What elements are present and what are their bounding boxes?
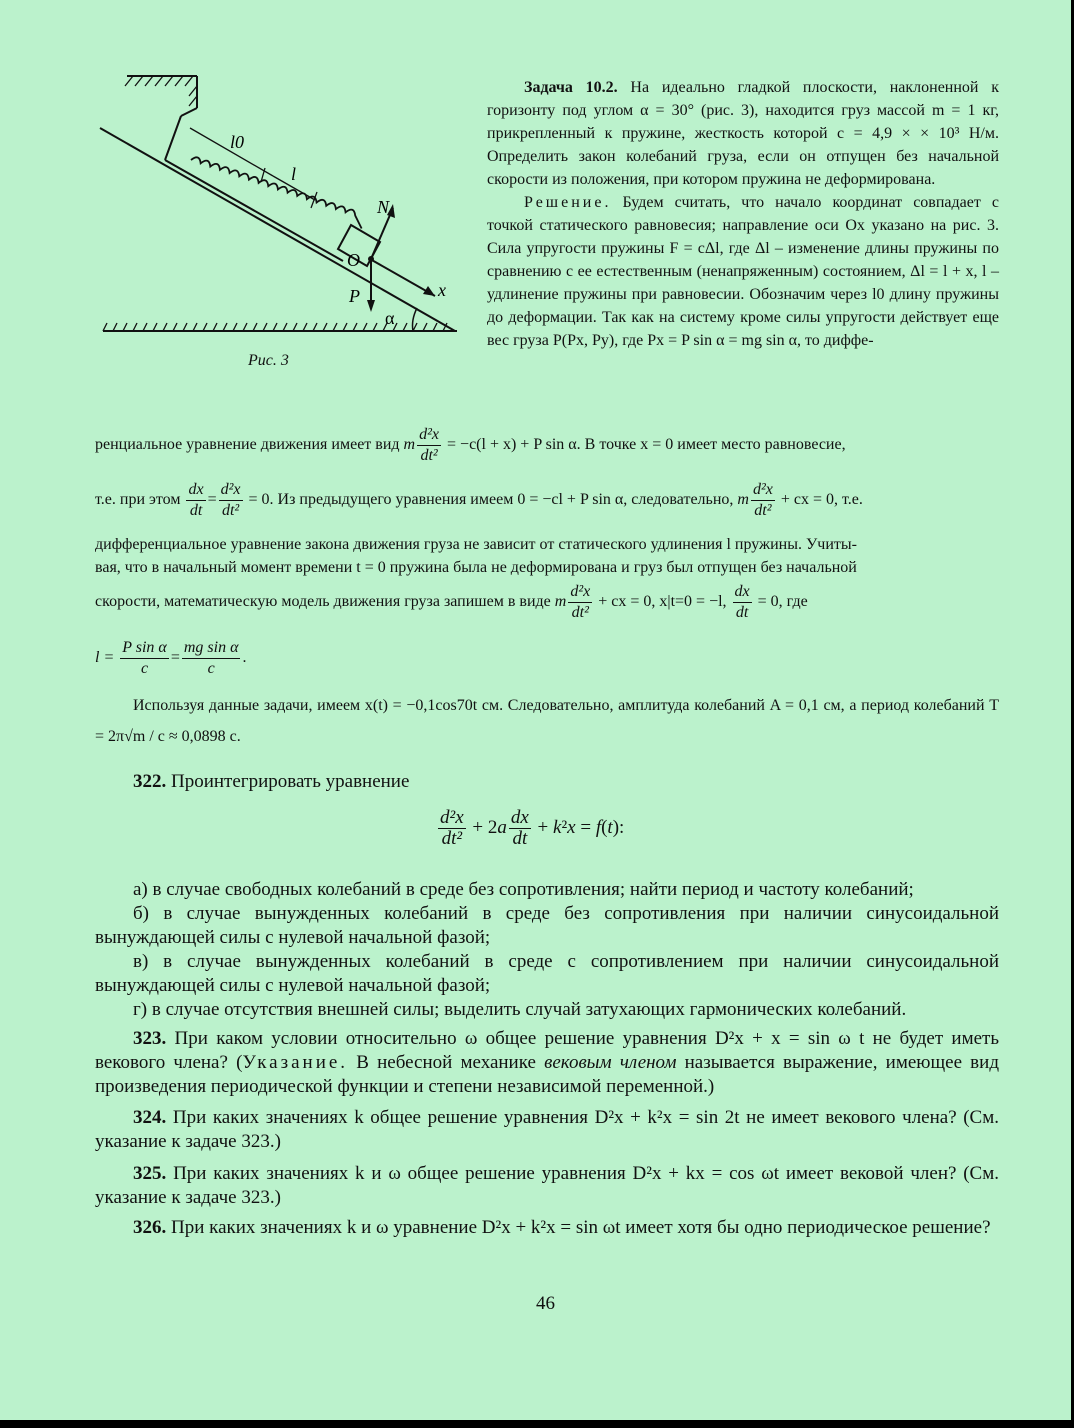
fraction-d2x-dt2: $\frac{\text{d²x}}{\text{dt²}}$ <box>419 426 440 464</box>
diffeq-line <box>95 425 999 466</box>
fraction-Psin-c: $\frac{\text{P sin α}}{c}$ <box>122 639 167 677</box>
problem-326-number: 326. <box>133 1217 167 1238</box>
figure-label-x: x <box>438 280 446 300</box>
task-10-2 <box>487 76 999 352</box>
fraction-dx-dt: $\frac{dx}{dt}$ <box>188 481 204 519</box>
line-4: вая, что в начальный момент времени t = 0 пружина была не деформирована и груз был отпущен без начальной <box>95 559 857 576</box>
problem-326-text: При каких значениях k и ω уравнение D²x + k²x = sin ωt имеет хотя бы одно периодическое решение? <box>171 1217 991 1238</box>
problem-324-text: При каких значениях k общее решение уравнения D²x + k²x = sin 2t не имеет векового члена? (См. указание к задаче 323.) <box>95 1107 1000 1152</box>
problem-325 <box>95 1162 999 1210</box>
eq-text-c: + cx = 0, т.е. <box>780 491 863 509</box>
line-3: дифференциальное уравнение закона движения груза не зависит от статического удлинения l пружины. Учиты- <box>95 536 857 553</box>
problem-323 <box>95 1027 999 1099</box>
eq-text-a: т.е. при этом <box>95 491 181 509</box>
equilibrium-line: т.е. при этом $\frac{dx}{dt}$ = $\frac{\text{d²x}}{\text{dt²}}$ = 0. Из предыдущего уравнения имеем 0 = −cl + P sin α, следовательно, m $\frac{\text{d²x}}{\text{dt²}}$ + cx = 0, т.е. <box>95 481 863 519</box>
bottom-border <box>0 1420 1074 1428</box>
problem-325-number: 325. <box>133 1163 167 1184</box>
figure-label-O: O <box>347 250 360 270</box>
model-text-b: + cx = 0, x|t=0 = −l, <box>598 593 727 611</box>
diffeq-text-b: = −c(l + x) + P sin α. В точке x = 0 имеет место равновесие, <box>447 436 846 454</box>
problem-322 <box>95 770 999 794</box>
model-text-c: = 0, где <box>757 593 808 611</box>
problem-322-g: г) в случае отсутствия внешней силы; выделить случай затухающих гармонических колебаний. <box>133 999 907 1020</box>
figure-label-l0: l0 <box>230 132 245 152</box>
l-definition: l = $\frac{\text{P sin α}}{c}$ = $\frac{\text{mg sin α}}{c}$ . <box>95 639 247 677</box>
task-title: Задача 10.2. <box>524 79 618 96</box>
problem-322-text: Проинтегрировать уравнение <box>171 771 410 792</box>
model-line <box>95 582 999 623</box>
figure-caption: Рис. 3 <box>248 352 289 369</box>
result-paragraph: Используя данные задачи, имеем x(t) = −0,1cos70t см. Следовательно, амплитуда колебаний A = 0,1 см, а период колебаний T = 2π√m / c ≈ 0,0898 с. <box>95 697 999 745</box>
problem-323-emphasis: вековым членом <box>544 1052 677 1073</box>
inclined-plane-figure <box>95 68 465 378</box>
problem-323-number: 323. <box>133 1028 167 1049</box>
problem-322-b: б) в случае вынужденных колебаний в среде без сопротивления при наличии синусоидальной вынуждающей силы с нулевой начальной фазой; <box>95 903 999 948</box>
fraction-d2x-dt2-b: $\frac{\text{d²x}}{\text{dt²}}$ <box>220 481 241 519</box>
diffeq-text-a: ренциальное уравнение движения имеет вид <box>95 436 400 454</box>
fraction-dx-dt-b: $\frac{dx}{dt}$ <box>734 583 750 621</box>
fraction-d2x-dt2-c: $\frac{\text{d²x}}{\text{dt²}}$ <box>752 481 773 519</box>
problem-323-text-c: называется выражение, имеющее вид произведения периодической функции и степени независимой переменной.) <box>95 1052 999 1097</box>
problem-324 <box>95 1106 999 1154</box>
model-text-a: скорости, математическую модель движения груза запишем в виде <box>95 593 551 611</box>
mass-symbol: m <box>403 436 416 454</box>
solution-text: Будем считать, что начало координат совпадает с точкой статического равновесия; направление оси Ox указано на рис. 3. Сила упругости пружины F = cΔl, где Δl – изменение длины пружины по сравнению с ее естественным (ненапряженным) состоянием, Δl = l + x, l – удлинение пружины при равновесии. Обозначим через l0 длину пружины до деформации. Так как на систему кроме силы упругости действует еще вес груза P(Px, Py), где Px = P sin α = mg sin α, то диффе- <box>487 194 1000 349</box>
problem-322-equation: $\frac{\text{d²x}}{\text{dt²}}$ + 2a $\frac{dx}{dt}$ + k²x = f(t): <box>440 807 625 849</box>
problem-325-text: При каких значениях k и ω общее решение уравнения D²x + kx = cos ωt имеет вековой член? (См. указание к задаче 323.) <box>95 1163 1000 1208</box>
problem-326 <box>95 1216 999 1240</box>
figure-label-P: P <box>349 286 360 306</box>
eq-text-b: = 0. Из предыдущего уравнения имеем 0 = −cl + P sin α, следовательно, <box>248 491 734 509</box>
problem-322-a: а) в случае свободных колебаний в среде без сопротивления; найти период и частоту колебаний; <box>133 879 914 900</box>
problem-323-text-b: В небесной механике <box>356 1052 536 1073</box>
problem-322-number: 322. <box>133 771 167 792</box>
figure-label-l: l <box>291 164 297 184</box>
page-number: 46 <box>536 1293 555 1314</box>
problem-322-v: в) в случае вынужденных колебаний в среде с сопротивлением при наличии синусоидальной вынуждающей силы с нулевой начальной фазой; <box>95 951 999 996</box>
fraction-d2x-dt2-d: $\frac{\text{d²x}}{\text{dt²}}$ <box>570 583 591 621</box>
figure-label-alpha: α <box>385 308 395 328</box>
problem-324-number: 324. <box>133 1107 167 1128</box>
mass-symbol-b: m <box>737 491 749 509</box>
figure-label-N: N <box>377 197 390 217</box>
task-statement: На идеально гладкой плоскости, наклоненной к горизонту под углом α = 30° (рис. 3), находится груз массой m = 1 кг, прикрепленный к пружине, жесткость которой c = 4,9 × × 10³ Н/м. Определить закон колебаний груза, если он отпущен без начальной скорости из положения, при котором пружина не деформирована. <box>487 79 1000 188</box>
problem-322-items <box>95 878 999 1022</box>
problem-323-text: При каком условии относительно ω общее решение уравнения D²x + x = sin ω t не будет иметь векового члена? ( <box>95 1028 1000 1073</box>
mass-symbol-c: m <box>554 593 567 611</box>
fraction-mgsin-c: $\frac{\text{mg sin α}}{c}$ <box>183 639 239 677</box>
solution-word: Решение. <box>524 194 612 211</box>
l-equals: l = <box>95 649 115 667</box>
problem-323-hint: Указание. <box>242 1052 349 1073</box>
